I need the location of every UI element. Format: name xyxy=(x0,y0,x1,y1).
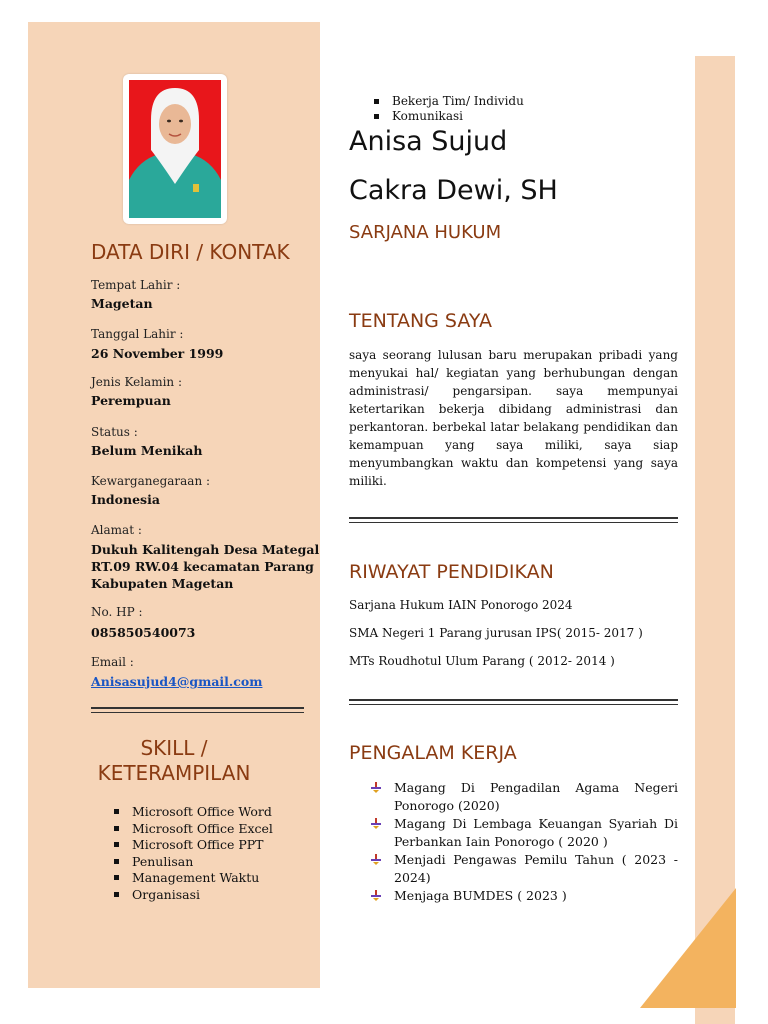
address-line-3: Kabupaten Magetan xyxy=(91,576,234,591)
arrow-bullet-icon xyxy=(370,854,382,866)
arrow-bullet-icon xyxy=(370,818,382,830)
profile-photo-image xyxy=(129,80,221,218)
phone-label: No. HP : xyxy=(91,605,143,619)
arrow-bullet-icon xyxy=(370,782,382,794)
skills-list xyxy=(110,804,273,903)
skill-item: Microsoft Office Excel xyxy=(110,821,273,838)
name-line-2: Cakra Dewi, SH xyxy=(349,175,558,206)
education-item: MTs Roudhotul Ulum Parang ( 2012- 2014 ) xyxy=(349,654,615,668)
address-label: Alamat : xyxy=(91,523,142,537)
skill-item: Penulisan xyxy=(110,854,273,871)
top-skill-item: Bekerja Tim/ Individu xyxy=(370,94,524,109)
phone-value: 085850540073 xyxy=(91,625,196,640)
top-skills-list xyxy=(370,94,524,124)
email-label: Email : xyxy=(91,655,134,669)
education-item: SMA Negeri 1 Parang jurusan IPS( 2015- 2017 ) xyxy=(349,626,643,640)
email-link[interactable]: Anisasujud4@gmail.com xyxy=(91,674,263,689)
work-item xyxy=(370,851,678,887)
top-skill-item: Komunikasi xyxy=(370,109,524,124)
address-line-1: Dukuh Kalitengah Desa Mategal xyxy=(91,542,320,557)
gender-value: Perempuan xyxy=(91,393,171,408)
status-label: Status : xyxy=(91,425,138,439)
work-item-text: Menjaga BUMDES ( 2023 ) xyxy=(394,888,567,903)
work-item-text: Menjadi Pengawas Pemilu Tahun ( 2023 - 2024) xyxy=(394,852,678,885)
degree-title: SARJANA HUKUM xyxy=(349,222,502,243)
name-line-1: Anisa Sujud xyxy=(349,126,508,157)
about-divider xyxy=(349,517,678,523)
birthplace-value: Magetan xyxy=(91,296,153,311)
status-value: Belum Menikah xyxy=(91,443,203,458)
birthdate-label: Tanggal Lahir : xyxy=(91,327,184,341)
work-item xyxy=(370,887,678,905)
work-item xyxy=(370,779,678,815)
birthdate-value: 26 November 1999 xyxy=(91,346,224,361)
work-item-text: Magang Di Lembaga Keuangan Syariah Di Perbankan Iain Ponorogo ( 2020 ) xyxy=(394,816,678,849)
education-item: Sarjana Hukum IAIN Ponorogo 2024 xyxy=(349,598,573,612)
sidebar-divider xyxy=(91,707,304,713)
nationality-label: Kewarganegaraan : xyxy=(91,474,211,488)
education-heading: RIWAYAT PENDIDIKAN xyxy=(349,561,554,583)
work-item-text: Magang Di Pengadilan Agama Negeri Ponorogo (2020) xyxy=(394,780,678,813)
birthplace-label: Tempat Lahir : xyxy=(91,278,181,292)
skill-item: Microsoft Office Word xyxy=(110,804,273,821)
address-line-2: RT.09 RW.04 kecamatan Parang xyxy=(91,559,314,574)
skill-item: Management Waktu xyxy=(110,870,273,887)
work-heading: PENGALAM KERJA xyxy=(349,742,517,764)
skills-heading-line-2: KETERAMPILAN xyxy=(97,761,251,785)
data-diri-heading: DATA DIRI / KONTAK xyxy=(91,240,290,264)
gender-label: Jenis Kelamin : xyxy=(91,375,182,389)
nationality-value: Indonesia xyxy=(91,492,160,507)
work-list xyxy=(370,779,678,905)
work-item xyxy=(370,815,678,851)
corner-triangle-decoration xyxy=(640,888,736,1008)
skill-item: Microsoft Office PPT xyxy=(110,837,273,854)
arrow-bullet-icon xyxy=(370,890,382,902)
profile-photo xyxy=(123,74,227,224)
skills-heading-line-1: SKILL / xyxy=(140,736,208,760)
skill-item: Organisasi xyxy=(110,887,273,904)
right-decorative-strip xyxy=(695,56,735,1024)
about-text: saya seorang lulusan baru merupakan pribadi yang menyukai hal/ kegiatan yang berhubungan dengan administrasi/ pengarsipan. saya mempunyai ketertarikan bekerja dibidang administrasi dan perkantoran. berbekal latar belakang pendidikan dan kemampuan yang saya miliki, saya siap menyumbangkan waktu dan kompetensi yang saya miliki. xyxy=(349,348,678,488)
about-heading: TENTANG SAYA xyxy=(349,310,492,332)
education-divider xyxy=(349,699,678,705)
